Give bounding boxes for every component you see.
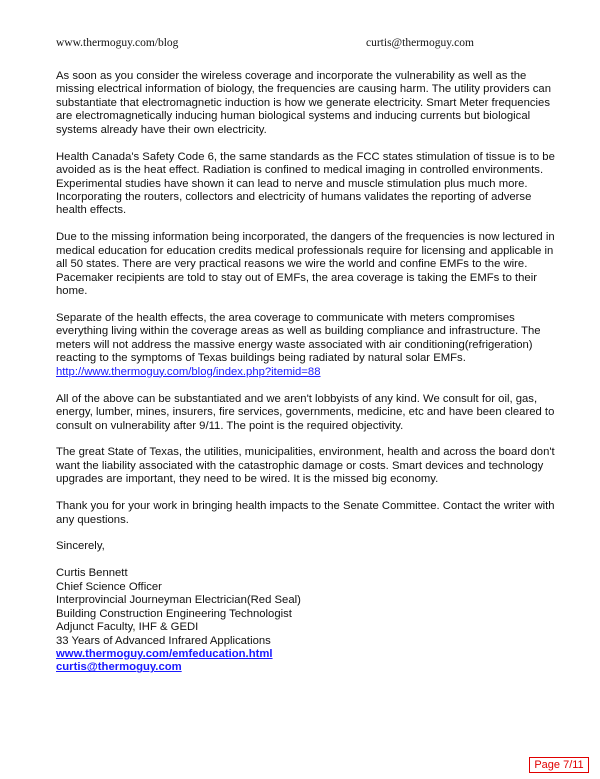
paragraph-7: Thank you for your work in bringing health impacts to the Senate Committee. Contact the writer with any questions.	[56, 500, 555, 526]
blog-item-link[interactable]: http://www.thermoguy.com/blog/index.php?itemid=88	[56, 365, 321, 378]
signature-name: Curtis Bennett	[56, 567, 128, 580]
header-email: curtis@thermoguy.com	[366, 37, 474, 49]
email-link[interactable]: curtis@thermoguy.com	[56, 661, 182, 674]
signature-line-6: 33 Years of Advanced Infrared Applications	[56, 634, 271, 647]
paragraph-4	[56, 312, 556, 379]
paragraph-3: Due to the missing information being incorporated, the dangers of the frequencies is now lectured in medical education for education credits medical professionals require for licensing and applicable in all 50 states. There are very practical reasons we wire the world and confine EMFs to the wire. Pacemaker recipients are told to stay out of EMFs, the area coverage is taking the EMFs to their home.	[56, 231, 555, 298]
page-number-badge: Page 7/11	[529, 757, 589, 773]
emf-education-link[interactable]: www.thermoguy.com/emfeducation.html	[56, 647, 273, 660]
signature-line-4: Building Construction Engineering Technologist	[56, 607, 292, 620]
letter-body	[56, 70, 556, 675]
signature-title: Chief Science Officer	[56, 580, 162, 593]
paragraph-2: Health Canada's Safety Code 6, the same standards as the FCC states stimulation of tissue is to be avoided as is the heat effect. Radiation is confined to medical imaging in controlled environments. Experimental studies have shown it can lead to nerve and muscle stimulation plus much more. Incorporating the routers, collectors and electricity of humans validates the reporting of adverse health effects.	[56, 150, 555, 217]
paragraph-6: The great State of Texas, the utilities, municipalities, environment, health and across the board don't want the liability associated with the catastrophic damage or costs. Smart devices and technology upgrades are important, they need to be wired. It is the missed big economy.	[56, 446, 555, 486]
closing: Sincerely,	[56, 540, 105, 553]
header-blog-url: www.thermoguy.com/blog	[56, 37, 179, 49]
paragraph-5: All of the above can be substantiated and we aren't lobbyists of any kind. We consult for oil, gas, energy, lumber, mines, insurers, fire services, governments, medicine, etc and have been cleared to consult on vulnerability after 9/11. The point is the required objectivity.	[56, 392, 555, 432]
paragraph-1: As soon as you consider the wireless coverage and incorporate the vulnerability as well as the missing electrical information of biology, the frequencies are causing harm. The utility providers can substantiate that electromagnetic induction is how we generate electricity. Smart Meter frequencies are electromagnetically inducing human biological systems and inducing currents but biological systems already have their own electricity.	[56, 70, 551, 136]
signature-block	[56, 567, 556, 675]
paragraph-4-text: Separate of the health effects, the area coverage to communicate with meters compromises everything living within the coverage areas as well as building compliance and infrastructure. The meters will not address the massive energy waste associated with air conditioning(refrigeration) reacting to the symptoms of Texas buildings being radiated by natural solar EMFs.	[56, 311, 541, 365]
signature-line-5: Adjunct Faculty, IHF & GEDI	[56, 621, 199, 634]
signature-line-3: Interprovincial Journeyman Electrician(Red Seal)	[56, 594, 301, 607]
